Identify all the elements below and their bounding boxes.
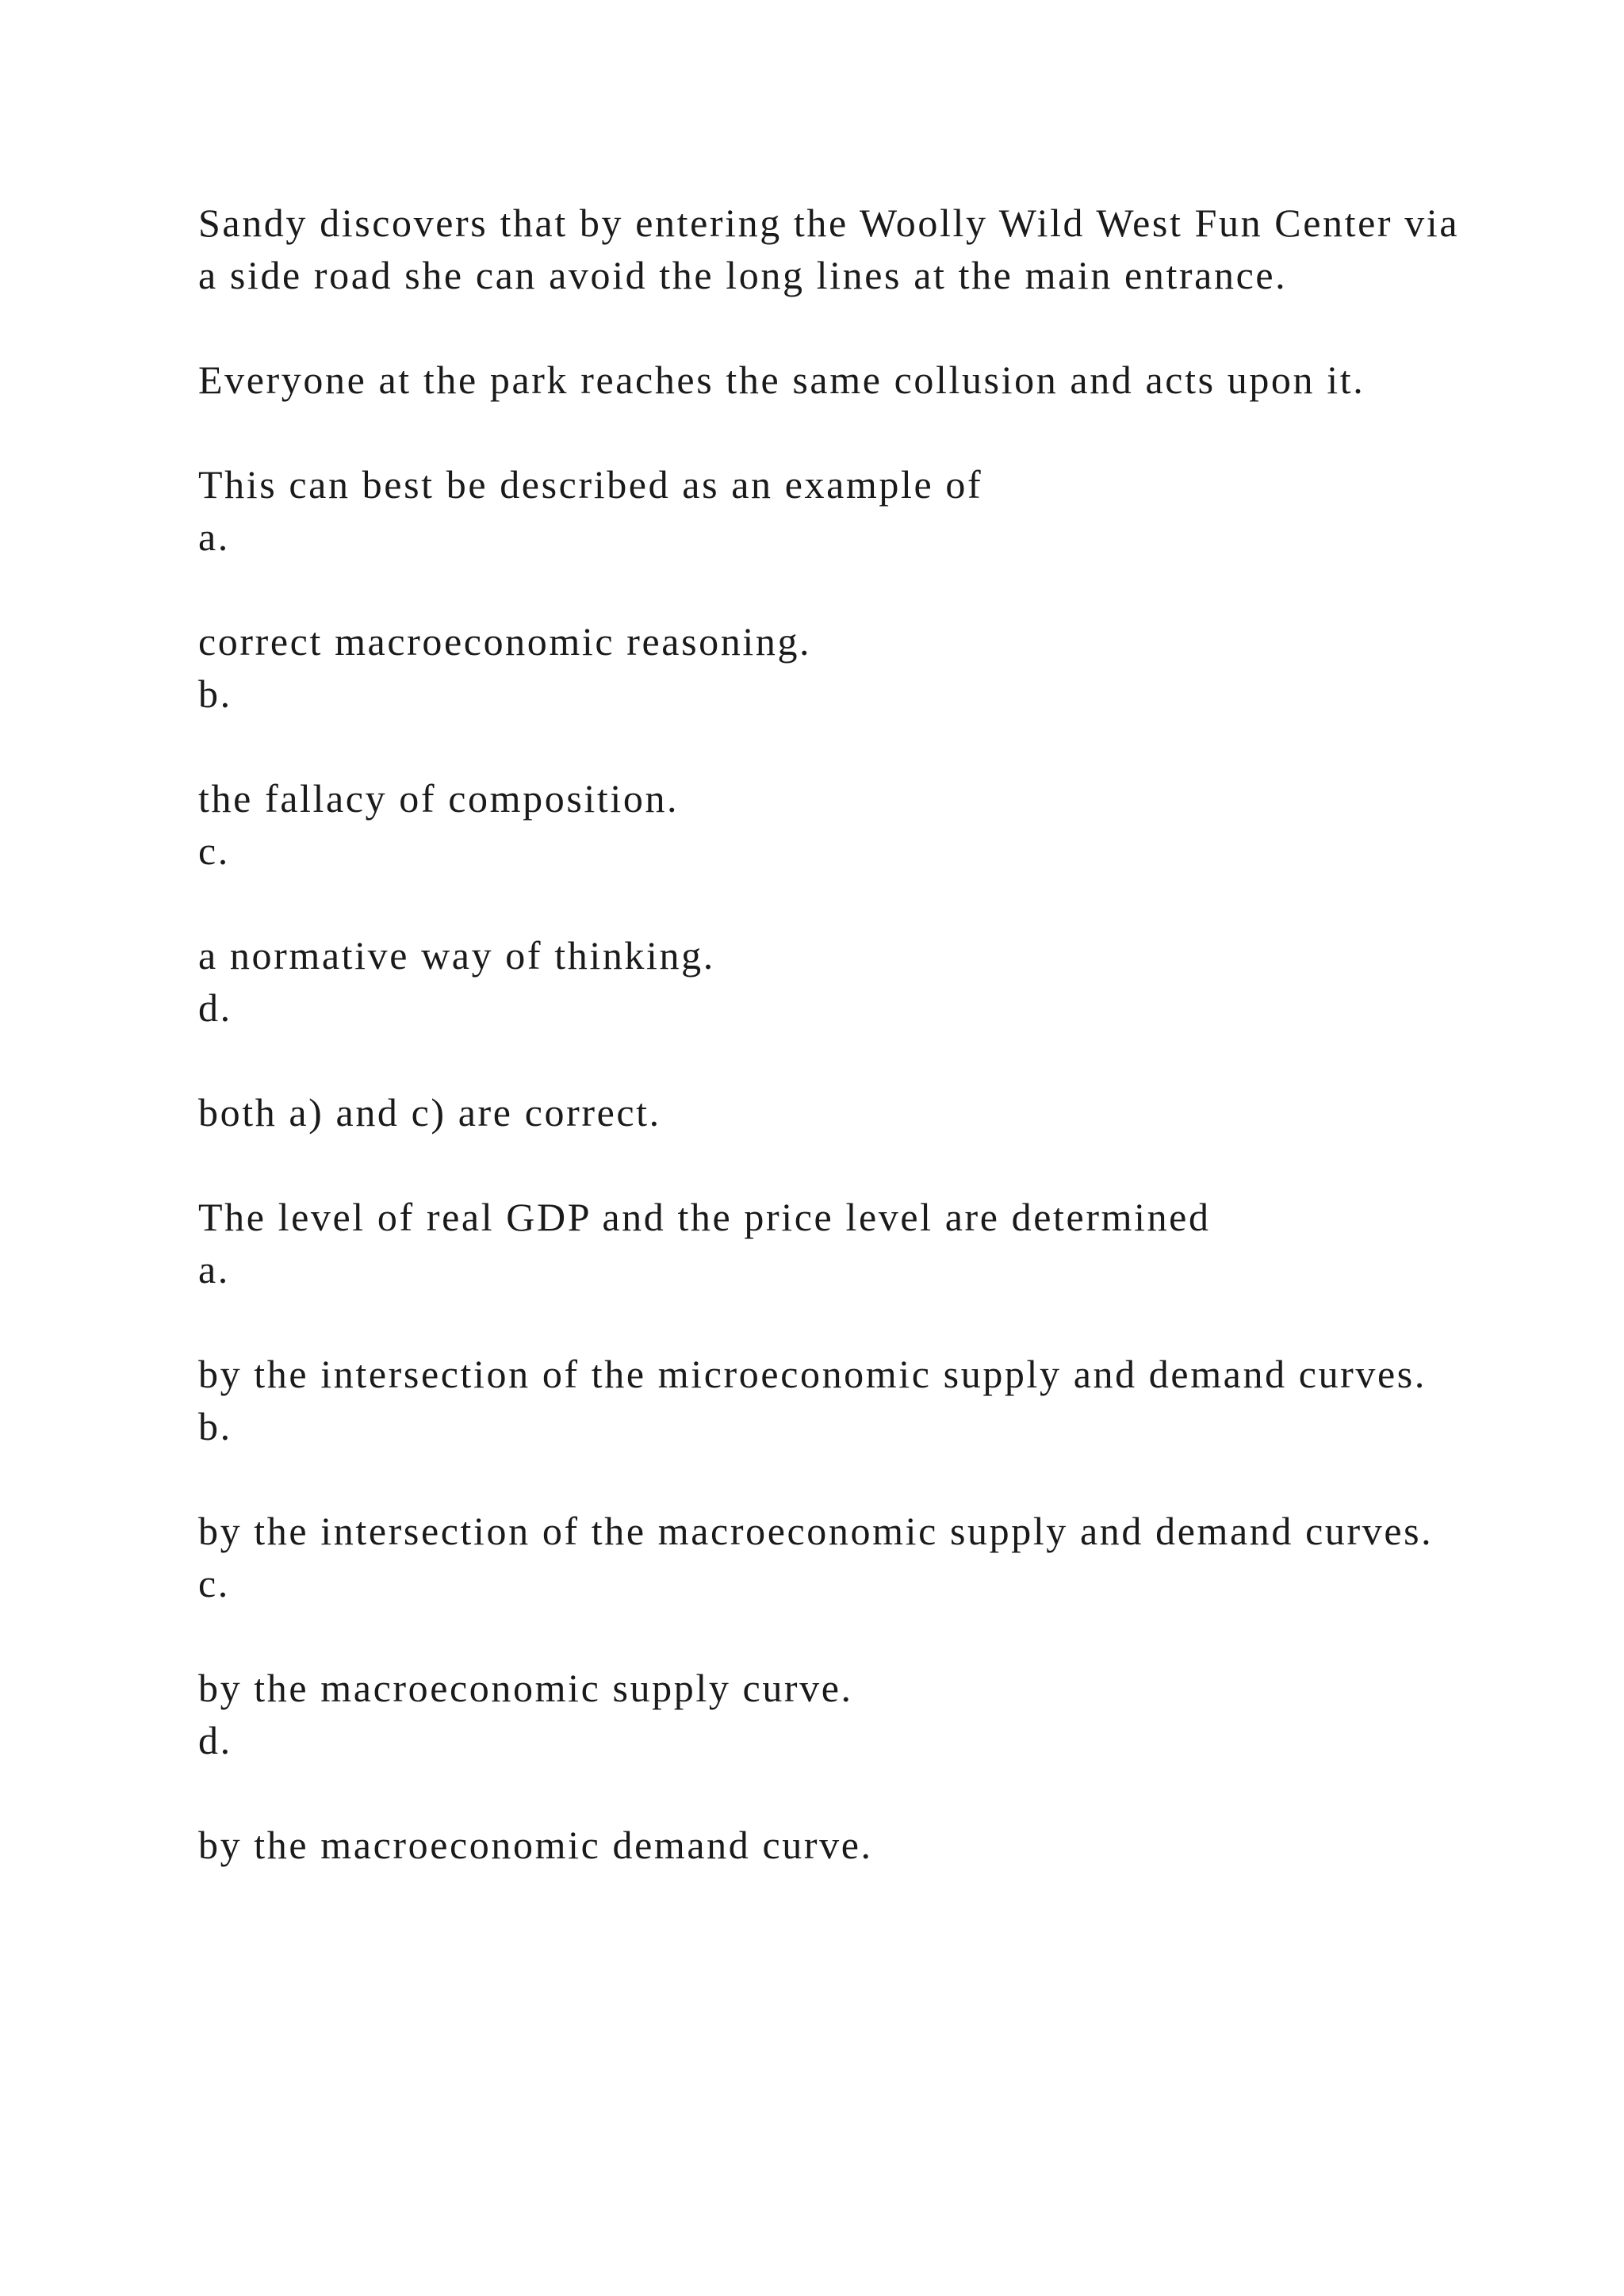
question-1-stem-paragraph-1: Sandy discovers that by entering the Woolly Wild West Fun Center via a side road she can avoid the long lines at the main entrance. [198, 201, 1460, 297]
option-text: both a) and c) are correct. [198, 1090, 661, 1135]
question-1 [198, 197, 1467, 1138]
option-text: correct macroeconomic reasoning. [198, 619, 812, 664]
question-1-prompt: This can best be described as an example of [198, 462, 983, 507]
question-2 [198, 1191, 1467, 1871]
option-letter: c. [198, 828, 230, 873]
option-letter: d. [198, 1718, 232, 1762]
question-1-stem-paragraph-2: Everyone at the park reaches the same collusion and acts upon it. [198, 358, 1365, 402]
option-text: a normative way of thinking. [198, 933, 715, 978]
option-text: by the intersection of the microeconomic supply and demand curves. [198, 1352, 1427, 1396]
option-letter: d. [198, 985, 232, 1030]
option-text: by the macroeconomic demand curve. [198, 1823, 873, 1867]
option-text: the fallacy of composition. [198, 776, 680, 821]
option-text: by the macroeconomic supply curve. [198, 1666, 853, 1710]
option-letter: a. [198, 1247, 230, 1292]
option-text: by the intersection of the macroeconomic supply and demand curves. [198, 1509, 1434, 1553]
question-2-prompt: The level of real GDP and the price level are determined [198, 1195, 1211, 1239]
option-letter: a. [198, 515, 230, 559]
option-letter: c. [198, 1561, 230, 1605]
option-letter: b. [198, 1404, 232, 1448]
document-body [198, 197, 1467, 1871]
option-letter: b. [198, 672, 232, 716]
